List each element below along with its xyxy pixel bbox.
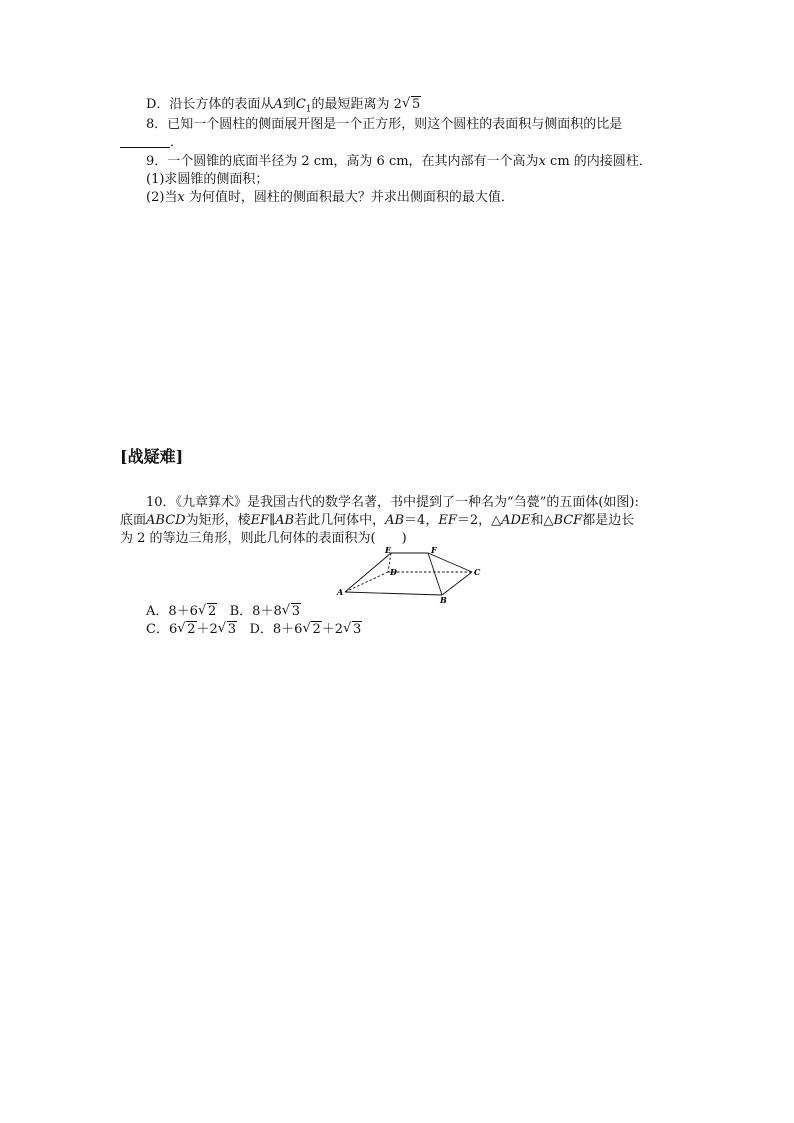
q9-part2: (2)当x 为何值时，圆柱的侧面积最大？并求出侧面积的最大值．	[146, 190, 514, 205]
edge-ab	[345, 592, 442, 595]
q8-text: 8．已知一个圆柱的侧面展开图是一个正方形，则这个圆柱的表面积与侧面积的比是	[146, 117, 623, 132]
answer-blank	[120, 135, 170, 148]
edge-ad-hidden	[345, 572, 388, 592]
pentahedron-figure	[335, 545, 495, 603]
var-x: x	[538, 154, 546, 169]
q8-answer-line: ．	[120, 134, 183, 152]
option-c: C．6√ 2＋2√ 3	[146, 622, 237, 637]
label-c: C	[474, 567, 481, 577]
label-a: A	[337, 587, 344, 597]
point-a: A	[273, 97, 283, 112]
q7-d-to: 到	[282, 97, 296, 112]
label-e: E	[385, 545, 392, 555]
option-d: D．8＋6√ 2＋2√ 3	[249, 622, 362, 637]
label-b: B	[440, 595, 447, 603]
q9-part1: (1)求圆锥的侧面积；	[146, 172, 269, 187]
sqrt-5: √ 5	[403, 96, 421, 114]
label-d: D	[390, 567, 397, 577]
point-c1-subscript: 1	[305, 104, 312, 115]
var-x: x	[177, 190, 185, 205]
q10-line1: 10．《九章算术》是我国古代的数学名著，书中提到了一种名为“刍甍”的五面体(如图):	[146, 495, 639, 510]
q10-line2: 底面ABCD为矩形，棱EF∥AB若此几何体中，AB＝4，EF＝2，△ADE和△BCF都是边长	[120, 513, 635, 528]
edge-ae	[345, 553, 391, 592]
label-f: F	[431, 545, 437, 555]
q10-options-cd	[146, 621, 362, 639]
q7-d-rest: 的最短距离为 2	[311, 97, 402, 112]
option-a: A．8＋6√ 2	[146, 604, 217, 619]
q10-line3: 为 2 的等边三角形，则此几何体的表面积为( )	[120, 531, 407, 546]
edge-bc	[442, 572, 472, 595]
edge-cf	[428, 553, 472, 572]
q10-options-ab	[146, 603, 301, 621]
q9-text: 9．一个圆锥的底面半径为 2 cm，高为 6 cm，在其内部有一个高为x cm 的内接圆柱．	[146, 154, 652, 169]
option-b: B．8＋8√ 3	[230, 604, 301, 619]
edge-bf	[428, 553, 442, 595]
point-c1: C	[295, 97, 306, 112]
q7-d-text: D．沿长方体的表面从	[146, 97, 274, 112]
section-title: [战疑难]	[120, 447, 184, 466]
